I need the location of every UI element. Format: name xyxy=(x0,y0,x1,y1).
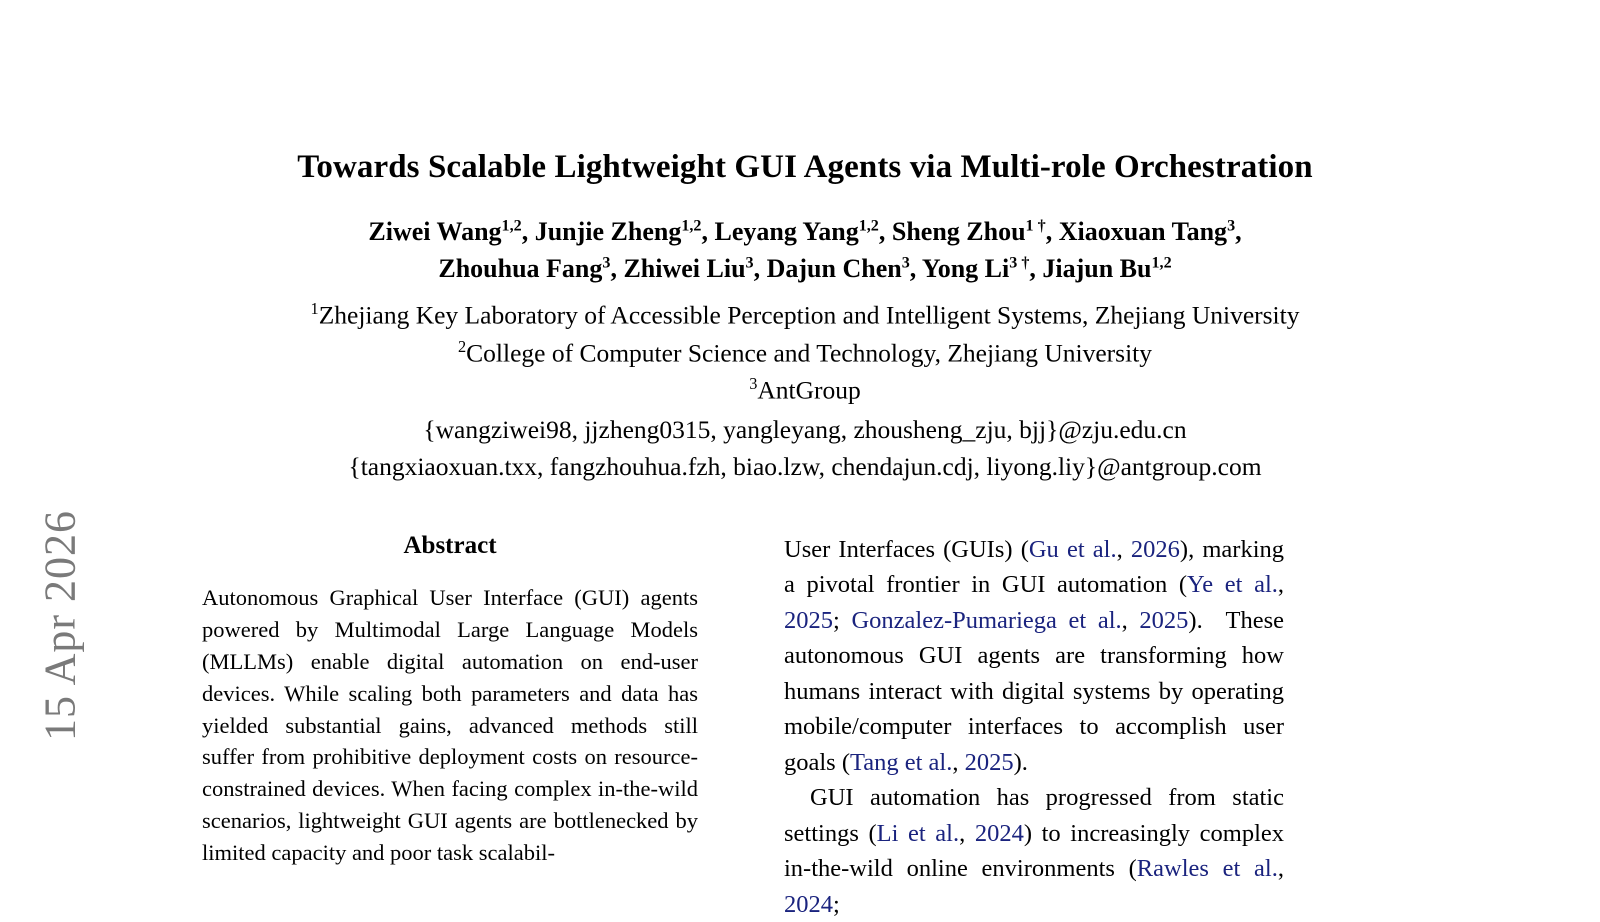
citation-year-link[interactable]: 2024 xyxy=(974,819,1024,847)
author-affiliation-marker: 3 xyxy=(745,253,754,271)
affiliation-item: $^1$Zhejiang Key Laboratory of Accessible Perception and Intelligent Systems, Zhejiang University xyxy=(310,299,1300,330)
abstract-heading: Abstract xyxy=(403,531,497,559)
author-affiliation-marker: 1,2 xyxy=(1151,253,1172,271)
author-affiliation-marker: 3 xyxy=(901,253,910,271)
citation-year-link[interactable]: 2025 xyxy=(1139,606,1189,634)
citation-link[interactable]: Ye et al. xyxy=(1187,571,1278,599)
author-entry: Sheng Zhou$^{1 \dagger}$ xyxy=(891,216,1046,246)
author-affiliation-marker: 3 xyxy=(1227,216,1236,234)
author-list: Ziwei Wang$^{1,2}$, Junjie Zheng$^{1,2}$, Leyang Yang$^{1,2}$, Sheng Zhou$^{1 \dagger}$, Xiaoxuan Tang$^3$, Zhouhua Fang$^3$, Zhiwei Liu$^3$, Dajun Chen$^3$, Yong $Li^{3 \dagger}$, Jiajun Bu$^{1,2}$ xyxy=(368,216,1242,283)
author-affiliation-marker: 1,2 xyxy=(681,216,702,234)
author-entry: Ziwei Wang$^{1,2}$ xyxy=(368,216,522,246)
affiliation-item: $^3$AntGroup xyxy=(749,374,861,405)
email-line: {tangxiaoxuan.txx, fangzhouhua.fzh, biao.lzw, chendajun.cdj, liyong.liy}@antgroup.com xyxy=(348,451,1262,481)
author-affiliation-marker: 3 xyxy=(602,253,611,271)
author-entry: Zhouhua Fang$^3$ xyxy=(438,253,611,283)
affiliation-list xyxy=(200,297,1410,409)
affiliation-marker: 2 xyxy=(458,336,467,356)
abstract-text: Autonomous Graphical User Interface (GUI) agents powered by Multimodal Large Language Models (MLLMs) enable digital automation on end-user devices. While scaling both parameters and data has yielded substantial gains, advanced methods still suffer from prohibitive deployment costs on resource-constrained devices. When facing complex in-the-wild scenarios, lightweight GUI agents are bottlenecked by limited capacity and poor task scalabil- xyxy=(202,584,698,866)
citation-link[interactable]: Rawles et al. xyxy=(1136,855,1278,883)
arxiv-date-stamp: 15 Apr 2026 xyxy=(35,510,85,741)
author-entry: Zhiwei Liu$^3$ xyxy=(623,253,754,283)
paper-content xyxy=(200,0,1410,922)
intro-paragraph-2: GUI automation has progressed from static settings (Li et al., 2024) to increasingly complex in-the-wild online environments (Rawles et al., 2024; xyxy=(784,784,1284,918)
author-affiliation-marker: 1,2 xyxy=(501,216,522,234)
citation-year-link[interactable]: 2025 xyxy=(964,748,1014,776)
author-entry: Dajun Chen$^3$ xyxy=(766,253,910,283)
author-affiliation-marker: 1 † xyxy=(1025,216,1046,234)
email-line: {wangziwei98, jjzheng0315, yangleyang, zhousheng_zju, bjj}@zju.edu.cn xyxy=(423,414,1187,444)
two-column-body xyxy=(200,532,1410,922)
affiliation-marker: 3 xyxy=(749,374,758,394)
author-affiliation-marker: 3 † xyxy=(1009,253,1030,271)
right-column xyxy=(784,532,1284,922)
citation-link[interactable]: Li et al. xyxy=(876,819,960,847)
citation-year-link[interactable]: 2024 xyxy=(784,890,833,918)
intro-paragraph-1: User Interfaces (GUIs) (Gu et al., 2026), marking a pivotal frontier in GUI automation (Ye et al., 2025; Gonzalez-Pumariega et al., 2025). These autonomous GUI agents are transforming how humans interact with digital systems by operating mobile/computer interfaces to accomplish user goals (Tang et al., 2025). xyxy=(784,535,1285,776)
author-affiliation-marker: 1,2 xyxy=(858,216,879,234)
author-entry: Leyang Yang$^{1,2}$ xyxy=(714,216,879,246)
author-entry: Jiajun Bu$^{1,2}$ xyxy=(1042,253,1172,283)
citation-year-link[interactable]: 2026 xyxy=(1130,535,1180,563)
citation-link[interactable]: Gu et al. xyxy=(1028,535,1117,563)
citation-link[interactable]: Tang et al. xyxy=(850,748,953,776)
author-entry: Xiaoxuan Tang$^3$ xyxy=(1058,216,1236,246)
author-entry: Yong $Li^{3 \dagger}$ xyxy=(921,253,1030,283)
email-list xyxy=(200,412,1410,486)
citation-year-link[interactable]: 2025 xyxy=(784,606,833,634)
affiliation-item: $^2$College of Computer Science and Technology, Zhejiang University xyxy=(458,336,1152,368)
author-entry: Junjie Zheng$^{1,2}$ xyxy=(534,216,702,246)
affiliation-marker: 1 xyxy=(310,299,319,319)
left-column xyxy=(200,532,700,922)
citation-link[interactable]: Gonzalez-Pumariega et al. xyxy=(851,606,1122,634)
page-title: Towards Scalable Lightweight GUI Agents via Multi-role Orchestration xyxy=(297,149,1313,185)
